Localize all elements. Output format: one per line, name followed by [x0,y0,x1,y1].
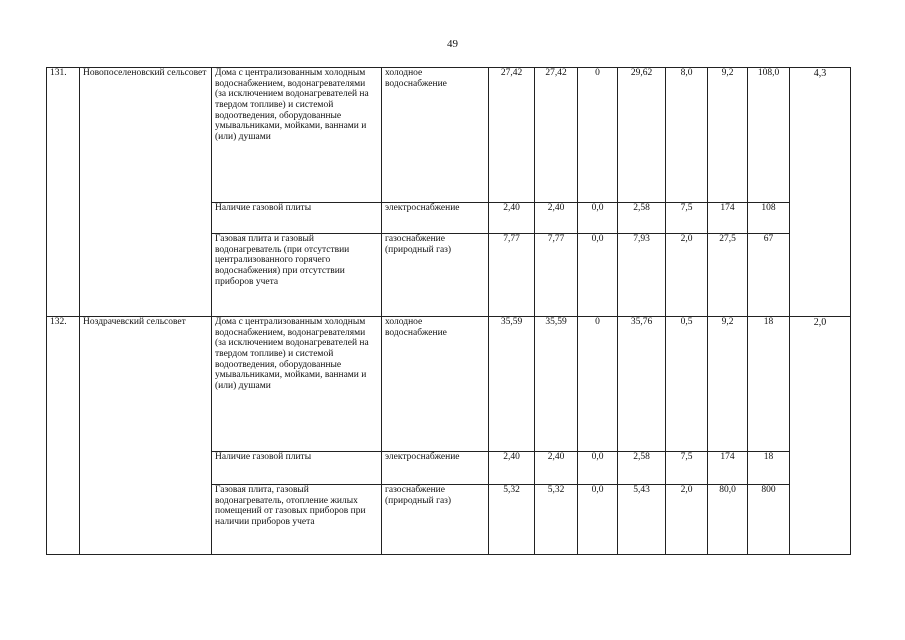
value-cell: 8,0 [666,68,708,203]
service-description: Наличие газовой плиты [212,203,382,234]
value-cell: 2,40 [489,203,535,234]
value-cell: 2,0 [666,485,708,555]
value-cell: 0,0 [578,203,618,234]
service-description: Наличие газовой плиты [212,452,382,485]
service-description: Дома с централизованным холодным водоснабжением, водонагревателями (за исключением водонагревателей на твердом топливе) и системой водоотведения, оборудованные умывальниками, мойками, ваннами и (или) душами [212,68,382,203]
value-cell: 7,5 [666,452,708,485]
value-cell: 2,40 [535,452,578,485]
value-cell: 0,0 [578,485,618,555]
value-cell: 35,59 [489,317,535,452]
value-cell: 80,0 [708,485,748,555]
utility-service: электроснабжение [382,203,489,234]
value-cell: 0,0 [578,234,618,317]
value-cell: 2,58 [618,203,666,234]
value-cell: 0 [578,68,618,203]
table-row [47,317,851,452]
tariff-table [46,67,851,555]
value-cell: 29,62 [618,68,666,203]
value-cell: 7,93 [618,234,666,317]
utility-service: газоснабжение (природный газ) [382,234,489,317]
value-cell: 9,2 [708,317,748,452]
value-cell: 174 [708,203,748,234]
table-row [47,68,851,203]
share-value: 4,3 [790,68,851,317]
value-cell: 174 [708,452,748,485]
value-cell: 18 [748,317,790,452]
utility-service: газоснабжение (природный газ) [382,485,489,555]
value-cell: 2,58 [618,452,666,485]
value-cell: 35,59 [535,317,578,452]
settlement-name: Ноздрачевский сельсовет [80,317,212,555]
value-cell: 0,0 [578,452,618,485]
value-cell: 9,2 [708,68,748,203]
page-number: 49 [447,38,458,50]
value-cell: 5,32 [535,485,578,555]
service-description: Дома с централизованным холодным водоснабжением, водонагревателями (за исключением водонагревателей на твердом топливе) и системой водоотведения, оборудованные умывальниками, мойками, ваннами и (или) душами [212,317,382,452]
value-cell: 108,0 [748,68,790,203]
service-description: Газовая плита, газовый водонагреватель, отопление жилых помещений от газовых приборов при наличии приборов учета [212,485,382,555]
value-cell: 0,5 [666,317,708,452]
value-cell: 2,0 [666,234,708,317]
value-cell: 35,76 [618,317,666,452]
value-cell: 27,42 [535,68,578,203]
value-cell: 0 [578,317,618,452]
row-index: 132. [47,317,80,555]
value-cell: 800 [748,485,790,555]
value-cell: 108 [748,203,790,234]
service-description: Газовая плита и газовый водонагреватель (при отсутствии централизованного горячего водоснабжения) при отсутствии приборов учета [212,234,382,317]
value-cell: 5,32 [489,485,535,555]
value-cell: 67 [748,234,790,317]
value-cell: 2,40 [535,203,578,234]
share-value: 2,0 [790,317,851,555]
row-index: 131. [47,68,80,317]
value-cell: 7,77 [535,234,578,317]
value-cell: 27,5 [708,234,748,317]
utility-service: электроснабжение [382,452,489,485]
value-cell: 2,40 [489,452,535,485]
value-cell: 7,5 [666,203,708,234]
utility-service: холодное водоснабжение [382,317,489,452]
value-cell: 18 [748,452,790,485]
value-cell: 27,42 [489,68,535,203]
utility-service: холодное водоснабжение [382,68,489,203]
settlement-name: Новопоселеновский сельсовет [80,68,212,317]
value-cell: 5,43 [618,485,666,555]
value-cell: 7,77 [489,234,535,317]
